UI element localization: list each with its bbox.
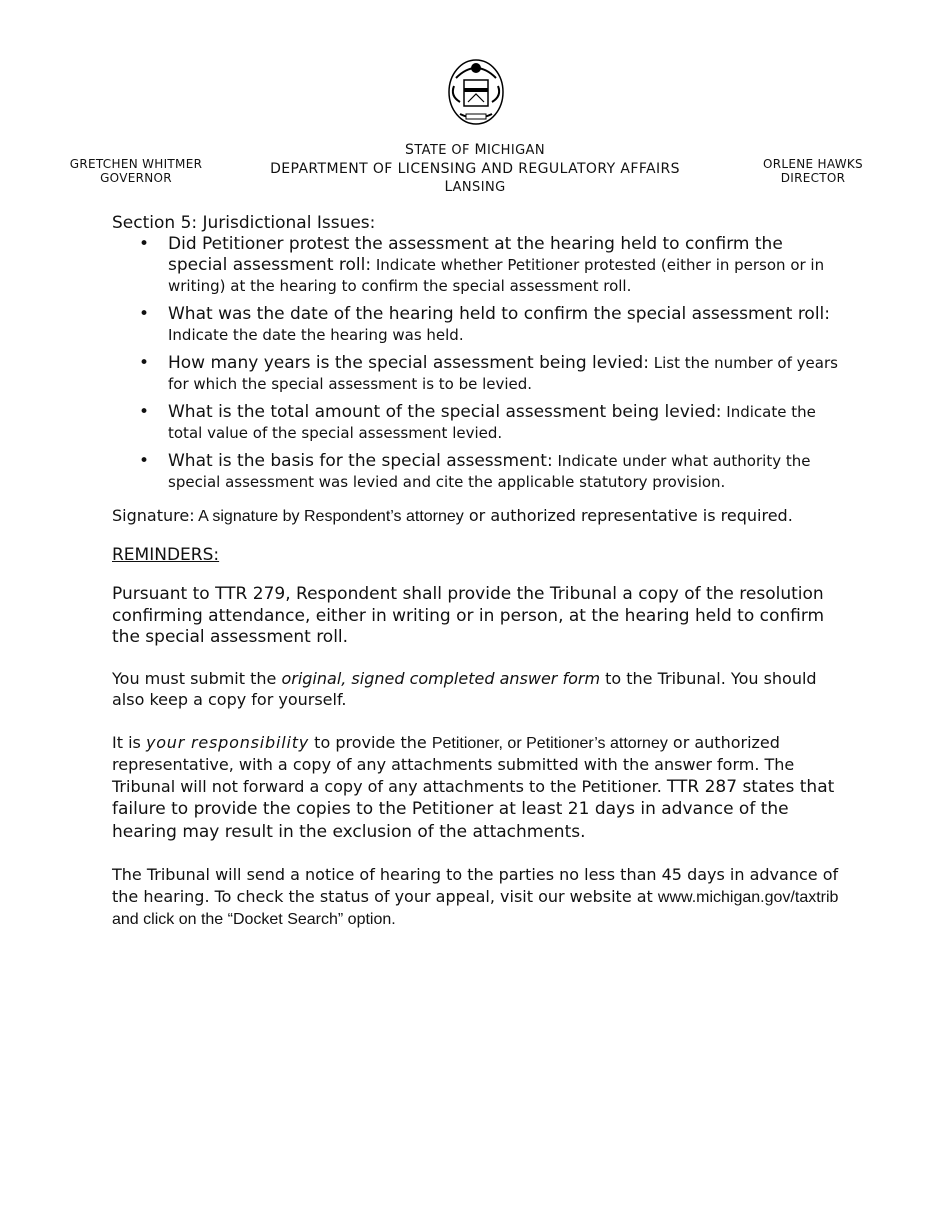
state-m-initial: M — [474, 142, 487, 158]
p2-text-a: You must submit the — [112, 668, 282, 688]
director-title: DIRECTOR — [780, 171, 846, 185]
item-question: What is the total amount of the special assessment being levied: — [168, 402, 722, 422]
p4-text-a: The Tribunal will send a notice of hearing to the parties no less than 45 days in advance of the hearing. To check the status of your appeal, visit our website at — [112, 865, 839, 906]
p3-text-a: It is — [112, 732, 146, 752]
p3-text-d: or authorized representative, with a copy of any attachments submitted with the answer form. The Tribunal will not forward a copy of any attachments to the Petitioner. — [112, 732, 795, 796]
reminder-paragraph-ttr279: Pursuant to TTR 279, Respondent shall provide the Tribunal a copy of the resolution confirming attendance, either in writing or in person, at the hearing held to confirm the special assessment roll. — [112, 584, 825, 647]
list-item — [112, 304, 842, 346]
item-answer: Indicate under what authority the special assessment was levied and cite the applicable statutory provision. — [168, 452, 811, 491]
director-block — [748, 157, 878, 185]
document-body — [112, 212, 842, 931]
p3-text-e: TTR 287 states that failure to provide the copies to the Petitioner at least 21 days in advance of the hearing may result in the exclusion of the attachments. — [112, 776, 835, 842]
item-answer: List the number of years for which the special assessment is to be levied. — [168, 354, 838, 393]
item-answer: Indicate the total value of the special assessment levied. — [168, 403, 816, 442]
city-rest: ANSING — [452, 180, 506, 195]
item-answer: Indicate whether Petitioner protested (either in person or in writing) at the hearing to confirm the special assessment roll. — [168, 256, 825, 295]
item-answer: Indicate the date the hearing was held. — [168, 326, 464, 344]
p3-text-b: to provide the — [309, 732, 432, 752]
item-question: What was the date of the hearing held to confirm the special assessment roll: — [168, 304, 831, 324]
state-initial: S — [405, 142, 415, 158]
signature-paragraph — [112, 505, 842, 528]
item-question: Did Petitioner protest the assessment at the hearing held to confirm the special assessment roll: — [168, 234, 783, 275]
signature-label: Signature: — [112, 506, 195, 525]
bullet-icon: • — [139, 353, 150, 373]
state-rest: ICHIGAN — [486, 143, 545, 158]
reminder-paragraph-responsibility — [112, 732, 842, 844]
agency-heading — [230, 141, 720, 197]
p2-emphasis: original, signed completed answer form — [281, 668, 601, 688]
bullet-icon: • — [139, 402, 150, 422]
bullet-icon: • — [139, 451, 150, 471]
governor-title: GOVERNOR — [100, 171, 172, 185]
city-line — [230, 178, 720, 197]
signature-text-a: A signature by Respondent’s attorney — [194, 508, 464, 525]
state-line — [230, 141, 720, 160]
state-mid: TATE OF — [414, 143, 475, 158]
reminder-paragraph-notice — [112, 864, 842, 931]
signature-text-b: or authorized representative is required. — [463, 506, 793, 525]
governor-name: GRETCHEN WHITMER — [69, 157, 203, 171]
director-name: ORLENE HAWKS — [763, 157, 863, 171]
item-question: What is the basis for the special assessment: — [168, 451, 553, 471]
website-link-text: www.michigan.gov/taxtrib and click on the “Docket Search” option. — [112, 888, 839, 928]
item-question: How many years is the special assessment being levied: — [168, 353, 649, 373]
reminders-heading: REMINDERS: — [112, 545, 220, 565]
list-item — [112, 353, 842, 395]
section-title: Section 5: Jurisdictional Issues: — [112, 213, 376, 233]
list-item — [112, 451, 842, 493]
p2-text-b: to the Tribunal. You should also keep a copy for yourself. — [112, 668, 817, 709]
list-item — [112, 402, 842, 444]
p3-text-c: Petitioner, or Petitioner’s attorney — [431, 734, 668, 752]
p3-emphasis: your responsibility — [145, 732, 310, 752]
bullet-icon: • — [139, 304, 150, 324]
michigan-state-seal-icon — [446, 56, 506, 126]
department-name: DEPARTMENT OF LICENSING AND REGULATORY AFFAIRS — [270, 161, 680, 177]
reminder-paragraph-submit — [112, 668, 842, 711]
bullet-icon: • — [139, 234, 150, 254]
city-initial: L — [444, 179, 453, 195]
jurisdictional-issues-list — [112, 234, 842, 493]
governor-block — [60, 157, 212, 185]
list-item — [112, 234, 842, 297]
